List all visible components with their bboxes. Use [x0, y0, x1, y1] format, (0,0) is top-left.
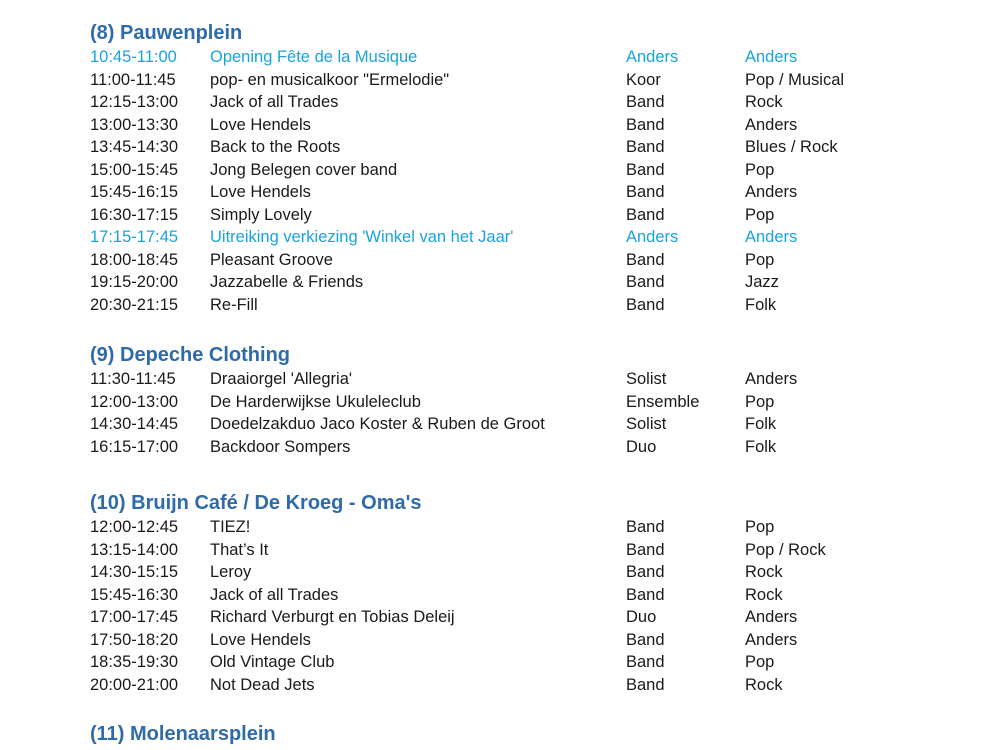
performer-type: Band	[626, 675, 665, 694]
performer-type: Band	[626, 205, 665, 224]
venue-title: (9) Depeche Clothing	[90, 344, 291, 366]
performance-time: 11:00-11:45	[90, 70, 176, 89]
performer-type: Band	[626, 540, 665, 559]
music-genre: Folk	[745, 295, 777, 314]
schedule-row	[90, 436, 970, 459]
performer-type: Band	[626, 115, 665, 134]
performer-type: Band	[626, 518, 665, 536]
performer-type: Band	[626, 273, 665, 291]
schedule-row	[90, 294, 970, 317]
music-genre: Anders	[745, 630, 798, 649]
performer-name: Draaiorgel 'Allegria'	[210, 370, 353, 388]
music-genre: Rock	[745, 675, 783, 694]
performer-type: Anders	[626, 228, 679, 246]
music-genre: Anders	[745, 115, 798, 134]
performer-type: Band	[626, 250, 665, 269]
venue-title: (11) Molenaarsplein	[90, 723, 276, 745]
music-genre: Anders	[745, 228, 798, 246]
schedule-row	[90, 606, 970, 629]
music-genre: Pop	[745, 160, 775, 179]
venue-title: (8) Pauwenplein	[90, 22, 243, 44]
performer-type: Duo	[626, 437, 657, 456]
performance-time: 13:45-14:30	[90, 138, 179, 156]
music-genre: Pop	[745, 518, 775, 536]
music-genre: Rock	[745, 93, 783, 111]
performer-name: pop- en musicalkoor "Ermelodie"	[210, 70, 450, 89]
schedule-row	[90, 651, 970, 674]
performer-type: Band	[626, 138, 665, 156]
performer-type: Band	[626, 585, 665, 604]
performer-name: Love Hendels	[210, 183, 311, 201]
performer-name: Back to the Roots	[210, 138, 341, 156]
performer-name: Opening Fête de la Musique	[210, 48, 418, 66]
performer-type: Anders	[626, 48, 679, 66]
performer-type: Band	[626, 563, 665, 581]
venue-section-bruijn-cafe	[90, 490, 970, 696]
schedule-row	[90, 159, 970, 182]
performance-time: 13:00-13:30	[90, 115, 179, 134]
schedule-list	[90, 46, 970, 316]
music-genre: Rock	[745, 585, 783, 604]
performer-name: Jong Belegen cover band	[210, 160, 398, 179]
performance-time: 15:45-16:30	[90, 585, 179, 604]
music-genre: Pop / Rock	[745, 540, 826, 559]
schedule-row	[90, 114, 970, 137]
performance-time: 18:35-19:30	[90, 653, 179, 671]
performer-name: Leroy	[210, 563, 252, 581]
performance-time: 12:00-13:00	[90, 392, 179, 411]
performer-type: Duo	[626, 608, 657, 626]
schedule-row	[90, 391, 970, 414]
venue-section-molenaarsplein	[90, 721, 970, 747]
schedule-list	[90, 368, 970, 458]
performer-name: Jack of all Trades	[210, 585, 339, 604]
performer-name: Pleasant Groove	[210, 250, 333, 269]
music-genre: Pop / Musical	[745, 70, 845, 89]
performance-time: 16:30-17:15	[90, 205, 179, 224]
music-genre: Pop	[745, 205, 775, 224]
music-genre: Blues / Rock	[745, 138, 838, 156]
music-genre: Pop	[745, 250, 775, 269]
performer-name: De Harderwijkse Ukuleleclub	[210, 392, 421, 411]
venue-section-pauwenplein	[90, 20, 970, 316]
music-genre: Anders	[745, 608, 798, 626]
music-genre: Anders	[745, 48, 798, 66]
performance-time: 12:00-12:45	[90, 518, 179, 536]
performer-type: Band	[626, 653, 665, 671]
performer-type: Band	[626, 295, 665, 314]
schedule-row	[90, 249, 970, 272]
schedule-row	[90, 136, 970, 159]
schedule-row	[90, 204, 970, 227]
performer-name: Richard Verburgt en Tobias Deleij	[210, 608, 455, 626]
performer-type: Band	[626, 160, 665, 179]
schedule-row	[90, 413, 970, 436]
schedule-row	[90, 674, 970, 697]
performer-name: That’s It	[210, 540, 269, 559]
schedule-row	[90, 368, 970, 391]
performance-time: 14:30-15:15	[90, 563, 179, 581]
schedule-row	[90, 69, 970, 92]
performance-time: 16:15-17:00	[90, 437, 179, 456]
performance-time: 19:15-20:00	[90, 273, 179, 291]
schedule-row	[90, 561, 970, 584]
performance-time: 14:30-14:45	[90, 415, 179, 433]
music-genre: Anders	[745, 370, 798, 388]
performer-name: Re-Fill	[210, 295, 258, 314]
schedule-row	[90, 516, 970, 539]
performer-name: Not Dead Jets	[210, 675, 315, 694]
schedule-row	[90, 539, 970, 562]
music-genre: Anders	[745, 183, 798, 201]
performer-name: Jack of all Trades	[210, 93, 339, 111]
performance-time: 20:00-21:00	[90, 675, 179, 694]
performer-type: Solist	[626, 415, 667, 433]
performer-type: Koor	[626, 70, 661, 89]
performer-name: Uitreiking verkiezing 'Winkel van het Jaar'	[210, 228, 514, 246]
schedule-row	[90, 629, 970, 652]
schedule-row	[90, 181, 970, 204]
schedule-row	[90, 91, 970, 114]
performer-name: Simply Lovely	[210, 205, 312, 224]
performer-type: Band	[626, 93, 665, 111]
venue-title: (10) Bruijn Café / De Kroeg - Oma's	[90, 492, 422, 514]
performer-name: Love Hendels	[210, 630, 311, 649]
performer-name: Jazzabelle & Friends	[210, 273, 364, 291]
performer-type: Solist	[626, 370, 667, 388]
performer-type: Ensemble	[626, 392, 700, 411]
performer-type: Band	[626, 183, 665, 201]
music-genre: Rock	[745, 563, 783, 581]
music-genre: Pop	[745, 392, 775, 411]
performance-time: 12:15-13:00	[90, 93, 179, 111]
performance-time: 10:45-11:00	[90, 48, 177, 66]
music-genre: Folk	[745, 415, 777, 433]
schedule-row	[90, 271, 970, 294]
performance-time: 17:15-17:45	[90, 228, 179, 246]
schedule-list	[90, 516, 970, 696]
music-genre: Folk	[745, 437, 777, 456]
performance-time: 15:00-15:45	[90, 160, 179, 179]
performer-name: Doedelzakduo Jaco Koster & Ruben de Groot	[210, 415, 545, 433]
performance-time: 20:30-21:15	[90, 295, 179, 314]
performance-time: 11:30-11:45	[90, 370, 176, 388]
performance-time: 15:45-16:15	[90, 183, 179, 201]
venue-section-depeche-clothing	[90, 342, 970, 458]
performer-name: TIEZ!	[210, 518, 251, 536]
music-genre: Jazz	[745, 273, 779, 291]
performance-time: 18:00-18:45	[90, 250, 179, 269]
performance-time: 17:50-18:20	[90, 630, 179, 649]
schedule-row	[90, 584, 970, 607]
performer-name: Old Vintage Club	[210, 653, 335, 671]
performer-name: Backdoor Sompers	[210, 437, 351, 456]
schedule-row	[90, 46, 970, 69]
performance-time: 13:15-14:00	[90, 540, 179, 559]
schedule-row	[90, 226, 970, 249]
performer-type: Band	[626, 630, 665, 649]
music-genre: Pop	[745, 653, 775, 671]
performer-name: Love Hendels	[210, 115, 311, 134]
performance-time: 17:00-17:45	[90, 608, 179, 626]
